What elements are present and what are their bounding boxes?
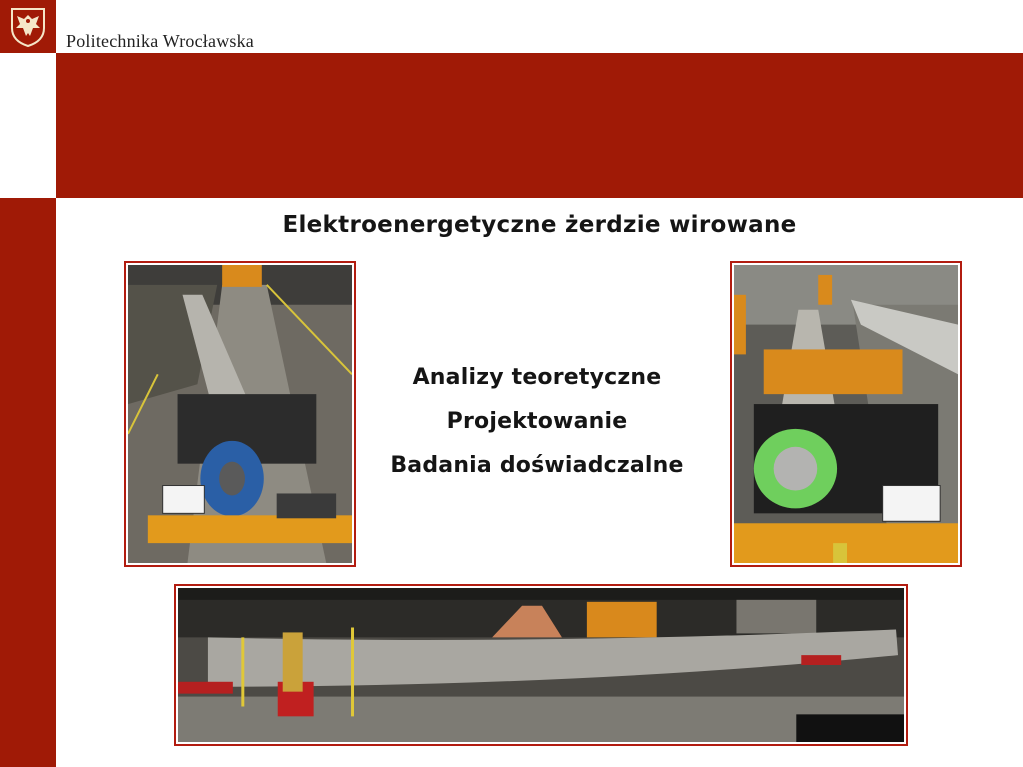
university-logo bbox=[0, 0, 56, 53]
topic-item-design: Projektowanie bbox=[446, 409, 628, 434]
university-name: Politechnika Wrocławska bbox=[66, 31, 254, 51]
side-band bbox=[0, 198, 56, 767]
topic-item-theory: Analizy teoretyczne bbox=[412, 365, 662, 390]
header-band bbox=[56, 53, 1023, 198]
topic-list bbox=[360, 356, 714, 488]
photo-left-pole-test bbox=[124, 261, 356, 567]
topic-item-testing: Badania doświadczalne bbox=[390, 453, 684, 478]
slide-title: Elektroenergetyczne żerdzie wirowane bbox=[282, 212, 797, 238]
eagle-crest-icon bbox=[8, 6, 48, 48]
photo-right-pole-test bbox=[730, 261, 962, 567]
photo-bottom-pole-panorama bbox=[174, 584, 908, 746]
